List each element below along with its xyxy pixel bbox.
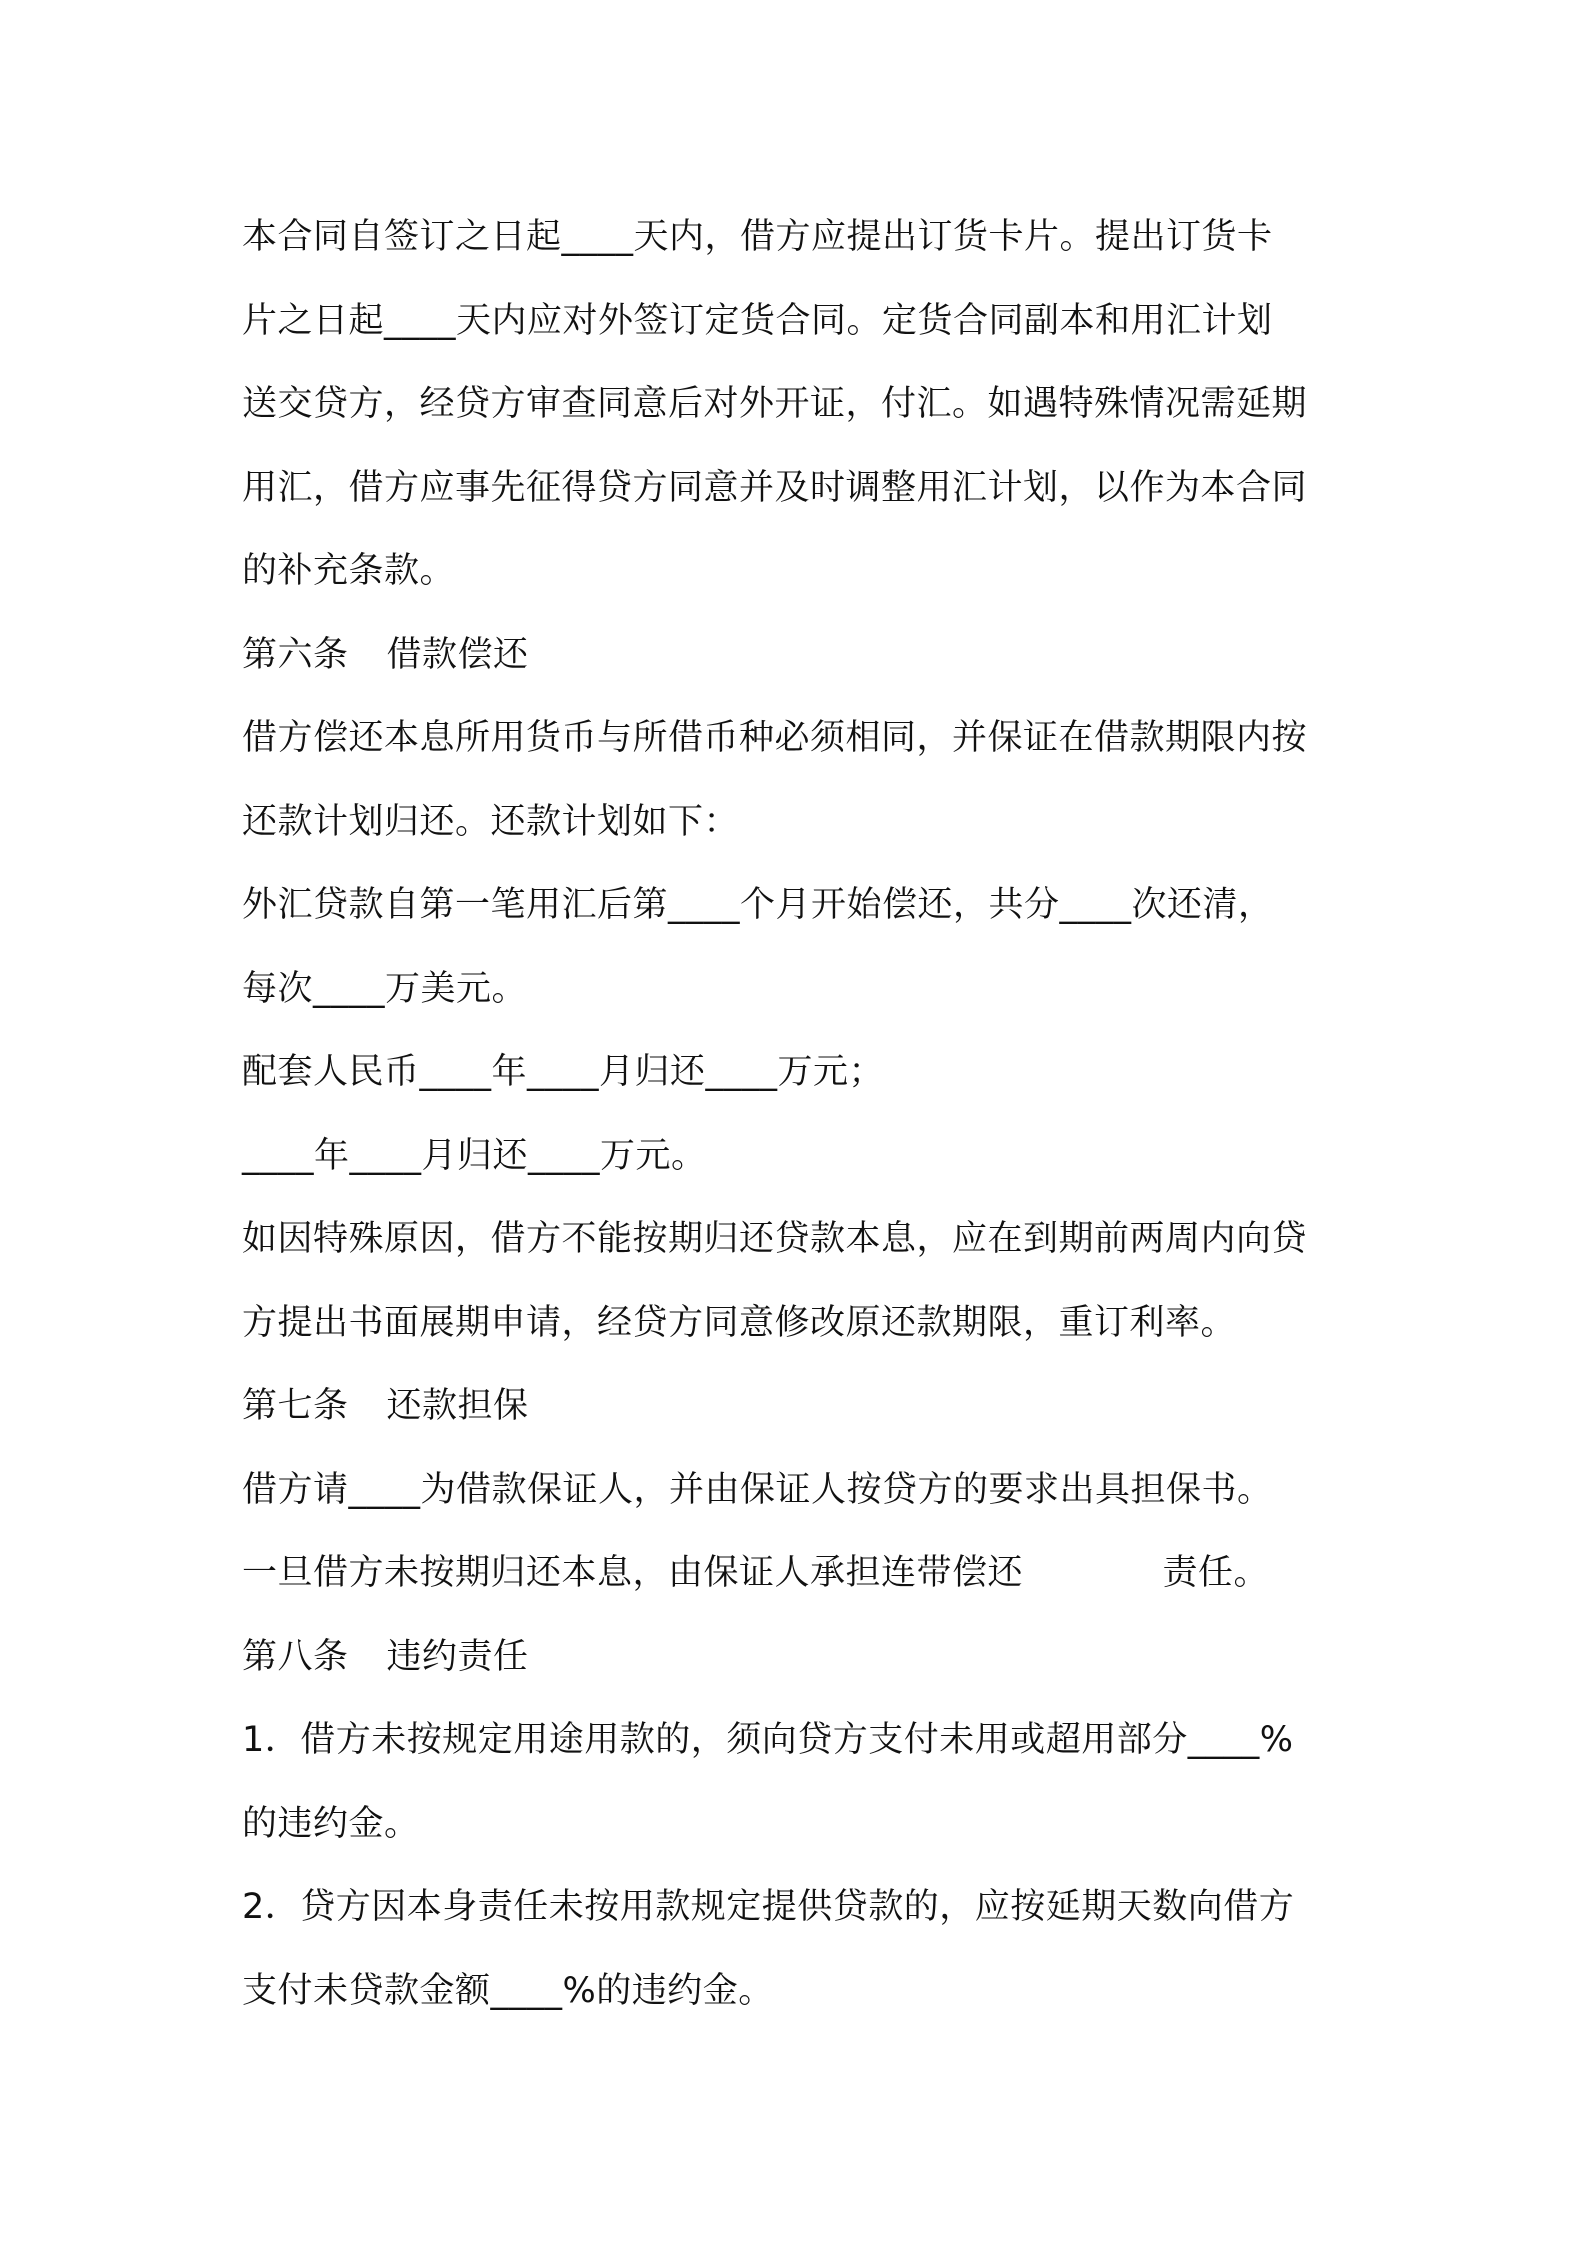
paragraph-line: 的补充条款。 bbox=[242, 551, 456, 591]
article-6-line: 配套人民币____年____月归还____万元； bbox=[242, 1052, 885, 1092]
article-6-line: 每次____万美元。 bbox=[242, 968, 528, 1009]
article-6-number: 第六条 bbox=[242, 634, 349, 675]
article-7-number: 第七条 bbox=[242, 1386, 349, 1426]
article-6-line: 方提出书面展期申请，经贷方同意修改原还款期限，重订利率。 bbox=[242, 1302, 1237, 1343]
article-6-line: ____年____月归还____万元。 bbox=[242, 1135, 707, 1176]
paragraph-line: 本合同自签订之日起____天内，借方应提出订货卡片。提出订货卡 bbox=[242, 217, 1273, 257]
article-8-line: 1．借方未按规定用途用款的，须向贷方支付未用或超用部分____% bbox=[242, 1720, 1294, 1760]
article-8-number: 第八条 bbox=[242, 1636, 349, 1677]
document-body bbox=[242, 196, 1362, 2033]
article-7-title: 还款担保 bbox=[386, 1386, 529, 1426]
article-7-heading bbox=[242, 1365, 1362, 1449]
article-6-heading bbox=[242, 614, 1362, 698]
article-8-title: 违约责任 bbox=[386, 1636, 529, 1677]
paragraph-line: 用汇，借方应事先征得贷方同意并及时调整用汇计划，以作为本合同 bbox=[242, 467, 1308, 508]
article-7-line: 借方请____为借款保证人，并由保证人按贷方的要求出具担保书。 bbox=[242, 1469, 1273, 1510]
article-6-title: 借款偿还 bbox=[386, 634, 529, 675]
article-8-line: 支付未贷款金额____%的违约金。 bbox=[242, 1970, 774, 2011]
article-6-line: 还款计划归还。还款计划如下： bbox=[242, 801, 740, 842]
paragraph-line: 片之日起____天内应对外签订定货合同。定货合同副本和用汇计划 bbox=[242, 300, 1273, 341]
article-7-line: 一旦借方未按期归还本息，由保证人承担连带偿还 责任。 bbox=[242, 1553, 1270, 1593]
article-8-heading bbox=[242, 1616, 1362, 1700]
article-6-line: 外汇贷款自第一笔用汇后第____个月开始偿还，共分____次还清， bbox=[242, 885, 1274, 925]
article-8-line: 2．贷方因本身责任未按用款规定提供贷款的，应按延期天数向借方 bbox=[242, 1887, 1295, 1927]
article-6-line: 借方偿还本息所用货币与所借币种必须相同，并保证在借款期限内按 bbox=[242, 718, 1308, 758]
article-8-line: 的违约金。 bbox=[242, 1803, 420, 1844]
article-6-line: 如因特殊原因，借方不能按期归还贷款本息，应在到期前两周内向贷 bbox=[242, 1219, 1308, 1259]
paragraph-line: 送交贷方，经贷方审查同意后对外开证，付汇。如遇特殊情况需延期 bbox=[242, 384, 1308, 424]
